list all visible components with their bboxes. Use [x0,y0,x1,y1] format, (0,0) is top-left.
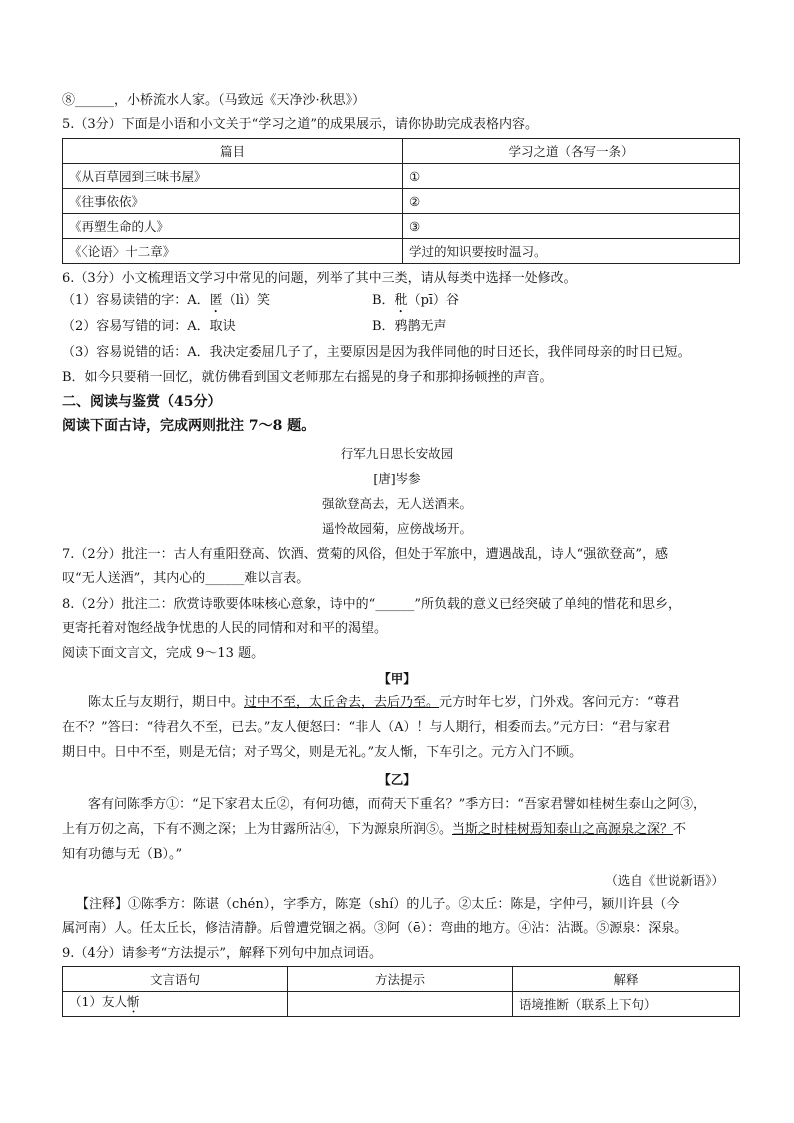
q5-row3-answer: ③ [403,214,740,239]
q7-line1: 7.（2分）批注一：古人有重阳登高、饮酒、赏菊的风俗，但处于军旅中，遭遇战乱，诗人“强欲登高”，感 [62,547,668,562]
jia-para-line2: 在不？”答曰：“待君久不至，已去。”友人便怒曰：“非人（A）！与人期行，相委而去。”元方曰：“君与家君 [62,720,671,735]
q8-line1: 8.（2分）批注二：欣赏诗歌要体味核心意象，诗中的“______”所负载的意义已经突破了单纯的惜花和思乡， [62,597,681,612]
q6-line1-b: B．秕（pī）谷 [372,293,460,308]
poem-author: [唐]岑参 [373,471,421,486]
jia-title: 【甲】 [378,671,416,686]
table-row [63,992,740,1017]
q5-row4-answer: 学过的知识要按时温习。 [403,239,740,264]
classical-intro: 阅读下面文言文，完成 9～13 题。 [62,646,265,661]
q9-header-method: 方法提示 [288,967,513,992]
poem-title: 行军九日思长安故园 [340,446,454,461]
q4-item8: ⑧______，小桥流水人家。（马致远《天净沙·秋思》） [62,93,366,108]
yi-para-line1: 客有问陈季方①：“足下家君太丘②，有何功德，而荷天下重名？”季方曰：“吾家君譬如桂树生泰山之阿③， [88,797,706,812]
q9-row1-method [288,992,513,1017]
q8-line2: 更寄托着对饱经战争忧患的人民的同情和对和平的渴望。 [62,621,388,636]
yi-para-line2: 上有万仞之高，下有不测之深；上为甘露所沾④，下为源泉所润⑤。当斯之时桂树焉知泰山之高源泉之深？不 [62,822,687,837]
q6-dotted-char-a: 匿 [209,293,223,308]
table-row [63,239,740,264]
q5-row1-title: 《从百草园到三味书屋》 [63,164,403,189]
table-row [63,214,740,239]
q9-row1-explain: 语境推断（联系上下句） [513,992,740,1017]
q5-row1-answer: ① [403,164,740,189]
yi-title: 【乙】 [378,772,416,787]
q9-dotted-char: 惭 [126,994,140,1009]
table-row [63,189,740,214]
table-row [63,164,740,189]
q5-stem: 5.（3分）下面是小语和小文关于“学习之道”的成果展示，请你协助完成表格内容。 [62,117,538,132]
q9-header-explain: 解释 [513,967,740,992]
q6-stem: 6.（3分）小文梳理语文学习中常见的问题，列举了其中三类，请从每类中选择一处修改。 [62,271,577,286]
jia-underlined-sentence: 过中不至，太丘舍去，去后乃至。 [244,695,440,710]
q6-dotted-char-b: 秕 [394,293,408,308]
q6-line2-a: （2）容易写错的词：A．取诀 [62,319,236,334]
jia-para-line3: 期日中。日中不至，则是无信；对子骂父，则是无礼。”友人惭，下车引之。元方入门不顾。 [62,745,583,760]
q5-row2-answer: ② [403,189,740,214]
table-header-row [63,967,740,992]
q6-line3-b: B．如今只要稍一回忆，就仿佛看到国文老师那左右摇晃的身子和那抑扬顿挫的声音。 [62,370,553,385]
source-citation: （选自《世说新语》） [605,873,724,888]
q5-row4-title: 《〈论语〉十二章》 [63,239,403,264]
q6-line3-a: （3）容易说错的话：A．我决定委屈几子了，主要原因是因为我伴同他的时日还长，我伴同母亲的时日已短。 [62,345,691,360]
annotation-line2: 属河南）人。任太丘长，修洁清静。后曾遭党锢之祸。③阿（ē）：弯曲的地方。④沾：沾溉。⑤源泉：深泉。 [62,921,688,936]
poem-line1: 强欲登高去，无人送酒来。 [321,496,472,511]
q6-line1-a: （1）容易读错的字：A．匿（lì）笑 [62,293,271,308]
q9-row1-sentence: （1）友人惭 [63,992,288,1017]
q9-header-sentence: 文言语句 [63,967,288,992]
q6-line2-b: B．鸦鹊无声 [372,319,447,334]
annotation-line1: 【注释】①陈季方：陈谌（chén），字季方，陈寔（shí）的儿子。②太丘：陈是，字仲弓，颍川许县（今 [76,897,680,912]
q5-header-method: 学习之道（各写一条） [403,139,740,164]
q5-row3-title: 《再塑生命的人》 [63,214,403,239]
q5-row2-title: 《往事依依》 [63,189,403,214]
yi-underlined-sentence: 当斯之时桂树焉知泰山之高源泉之深？ [452,822,674,837]
q5-header-title: 篇目 [63,139,403,164]
q7-line2: 叹“无人送酒”，其内心的______难以言表。 [62,571,310,586]
jia-para-line1: 陈太丘与友期行，期日中。过中不至，太丘舍去，去后乃至。元方时年七岁，门外戏。客问元方：“尊君 [88,695,680,710]
q9-table [62,966,740,1017]
yi-para-line3: 知有功德与无（B）。” [62,847,183,862]
q9-stem: 9.（4分）请参考“方法提示”，解释下列句中加点词语。 [62,946,382,961]
poem-line2: 遥怜故园菊，应傍战场开。 [321,521,472,536]
table-header-row [63,139,740,164]
q5-table [62,138,740,264]
section2-sub: 阅读下面古诗，完成两则批注 7～8 题。 [62,418,316,434]
section2-title: 二、阅读与鉴赏（45分） [62,394,222,410]
